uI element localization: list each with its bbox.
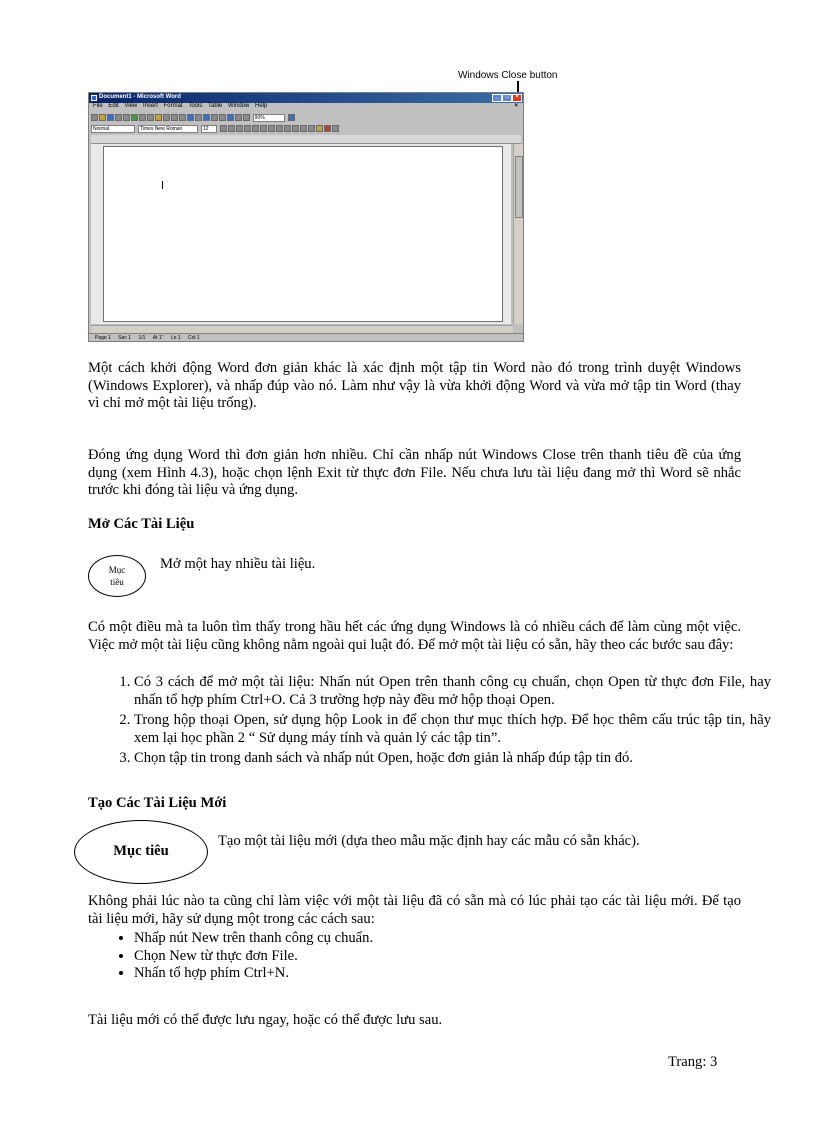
save-icon[interactable] — [107, 114, 114, 121]
menu-format[interactable]: Format — [163, 103, 183, 109]
menu-edit[interactable]: Edit — [108, 103, 119, 109]
bold-icon[interactable] — [220, 125, 227, 132]
status-page-count: 1/1 — [138, 335, 146, 341]
paragraph-close-word: Đóng ứng dụng Word thì đơn giản hơn nhiều. Chỉ cần nhấp nút Windows Close trên thanh tiêu đề của ứng dụng (xem Hình 4.3), hoặc chọn lệnh Exit từ thực đơn File. Nếu chưa lưu tài liệu đang mở thì Word sẽ nhắc trước khi đóng tài liệu và ứng dụng. — [88, 447, 741, 498]
align-right-icon[interactable] — [260, 125, 267, 132]
blank-document-page[interactable] — [103, 146, 503, 322]
list-item: 1. Có 3 cách để mở một tài liệu: Nhấn nút Open trên thanh công cụ chuẩn, chọn Open từ thực đơn File, hay nhấn tổ hợp phím Ctrl+O. Cả 3 trường hợp này đều mở hộp thoại Open. — [134, 674, 771, 709]
objective-oval-small — [88, 555, 146, 597]
maximize-icon[interactable]: □ — [502, 94, 512, 102]
status-bar — [89, 333, 523, 342]
page-number: Trang: 3 — [668, 1054, 718, 1070]
word-app-icon — [91, 95, 97, 101]
tables-icon[interactable] — [195, 114, 202, 121]
menu-tools[interactable]: Tools — [188, 103, 203, 109]
print-icon[interactable] — [115, 114, 122, 121]
menu-insert[interactable]: Insert — [142, 103, 158, 109]
open-icon[interactable] — [99, 114, 106, 121]
status-page: Page 1 — [95, 335, 111, 341]
insert-table-icon[interactable] — [203, 114, 210, 121]
font-select[interactable]: Times New Roman — [138, 125, 198, 133]
excel-icon[interactable] — [211, 114, 218, 121]
highlight-icon[interactable] — [316, 125, 323, 132]
align-left-icon[interactable] — [244, 125, 251, 132]
oval-label: Mục tiêu — [113, 843, 169, 859]
menu-view[interactable]: View — [124, 103, 138, 109]
zoom-select[interactable]: 90% — [253, 114, 285, 122]
status-at: At 1" — [152, 335, 164, 341]
figure-callout-label: Windows Close button — [458, 70, 558, 81]
decrease-indent-icon[interactable] — [292, 125, 299, 132]
paste-icon[interactable] — [155, 114, 162, 121]
redo-icon[interactable] — [179, 114, 186, 121]
show-hide-icon[interactable] — [243, 114, 250, 121]
numbering-icon[interactable] — [276, 125, 283, 132]
close-icon[interactable]: × — [512, 94, 522, 102]
list-item: • Nhấp nút New trên thanh công cụ chuẩn. — [134, 930, 754, 948]
doc-map-icon[interactable] — [235, 114, 242, 121]
status-column: Col 1 — [187, 335, 200, 341]
menu-table[interactable]: Table — [208, 103, 223, 109]
italic-icon[interactable] — [228, 125, 235, 132]
list-item: 2. Trong hộp thoại Open, sử dụng hộp Look in để chọn thư mục thích hợp. Để học thêm cấu trúc tập tin, hãy xem lại học phần 2 “ Sử dụng máy tính và quản lý các tập tin”. — [134, 712, 771, 747]
copy-icon[interactable] — [147, 114, 154, 121]
window-title: Document1 - Microsoft Word — [99, 94, 181, 100]
font-color-icon[interactable] — [324, 125, 331, 132]
objective-oval-large — [74, 820, 208, 884]
text-cursor — [162, 181, 163, 189]
new-icon[interactable] — [91, 114, 98, 121]
more-buttons-icon[interactable] — [332, 125, 339, 132]
paragraph-start-word: Một cách khởi động Word đơn giản khác là xác định một tập tin Word nào đó trong trình duyệt Windows (Windows Explorer), và nhấp đúp vào nó. Làm như vậy là vừa khởi động Word và vừa mở tập tin Word (thay vì chỉ mở một tài liệu trống). — [88, 360, 741, 411]
standard-toolbar — [91, 113, 521, 123]
status-section: Sec 1 — [118, 335, 132, 341]
list-item: 3. Chọn tập tin trong danh sách và nhấp nút Open, hoặc đơn giản là nhấp đúp tập tin đó. — [134, 750, 771, 768]
oval-label-line2: tiêu — [110, 577, 124, 587]
menu-help[interactable]: Help — [255, 103, 268, 109]
menu-bar — [89, 103, 523, 112]
drawing-icon[interactable] — [227, 114, 234, 121]
scroll-thumb[interactable] — [515, 156, 523, 218]
new-methods-list — [104, 930, 754, 983]
title-bar — [89, 93, 523, 103]
open-steps-list — [104, 674, 771, 771]
list-item: • Chọn New từ thực đơn File. — [134, 948, 754, 966]
increase-indent-icon[interactable] — [300, 125, 307, 132]
heading-new-documents: Tạo Các Tài Liệu Mới — [88, 795, 227, 811]
objective-new: Tạo một tài liệu mới (dựa theo mẫu mặc định hay các mẫu có sẵn khác). — [218, 833, 640, 849]
justify-icon[interactable] — [268, 125, 275, 132]
document-area — [91, 144, 511, 324]
oval-label-line1: Mục — [108, 565, 126, 575]
border-icon[interactable] — [308, 125, 315, 132]
formatting-toolbar — [91, 124, 521, 134]
heading-open-documents: Mở Các Tài Liệu — [88, 516, 195, 532]
style-select[interactable]: Normal — [91, 125, 135, 133]
spelling-icon[interactable] — [131, 114, 138, 121]
vertical-scrollbar[interactable] — [513, 144, 523, 324]
paragraph-new-intro: Không phải lúc nào ta cũng chỉ làm việc với một tài liệu đã có sẵn mà có lúc phải tạo các tài liệu mới. Để tạo tài liệu mới, hãy sử dụng một trong các cách sau: — [88, 893, 741, 927]
menu-file[interactable]: File — [93, 103, 103, 109]
paragraph-open-intro: Có một điều mà ta luôn tìm thấy trong hầu hết các ứng dụng Windows là có nhiều cách để làm cùng một việc. Việc mở một tài liệu cũng không nằm ngoài qui luật đó. Để mở một tài liệu có sẵn, hãy theo các bước sau đây: — [88, 619, 741, 653]
objective-open: Mở một hay nhiều tài liệu. — [160, 556, 316, 572]
paragraph-save-note: Tài liệu mới có thể được lưu ngay, hoặc có thể được lưu sau. — [88, 1012, 443, 1028]
word-window-screenshot — [88, 92, 524, 342]
horizontal-scrollbar[interactable] — [91, 325, 513, 333]
list-item: • Nhấn tổ hợp phím Ctrl+N. — [134, 965, 754, 983]
columns-icon[interactable] — [219, 114, 226, 121]
font-size-select[interactable]: 12 — [201, 125, 217, 133]
center-icon[interactable] — [252, 125, 259, 132]
status-line: Ln 1 — [170, 335, 181, 341]
underline-icon[interactable] — [236, 125, 243, 132]
format-painter-icon[interactable] — [163, 114, 170, 121]
hyperlink-icon[interactable] — [187, 114, 194, 121]
undo-icon[interactable] — [171, 114, 178, 121]
horizontal-ruler — [91, 135, 521, 144]
menu-window[interactable]: Window — [228, 103, 250, 109]
cut-icon[interactable] — [139, 114, 146, 121]
document-close-icon[interactable]: × — [514, 103, 518, 109]
help-icon[interactable] — [288, 114, 295, 121]
preview-icon[interactable] — [123, 114, 130, 121]
bullets-icon[interactable] — [284, 125, 291, 132]
minimize-icon[interactable]: _ — [492, 94, 502, 102]
